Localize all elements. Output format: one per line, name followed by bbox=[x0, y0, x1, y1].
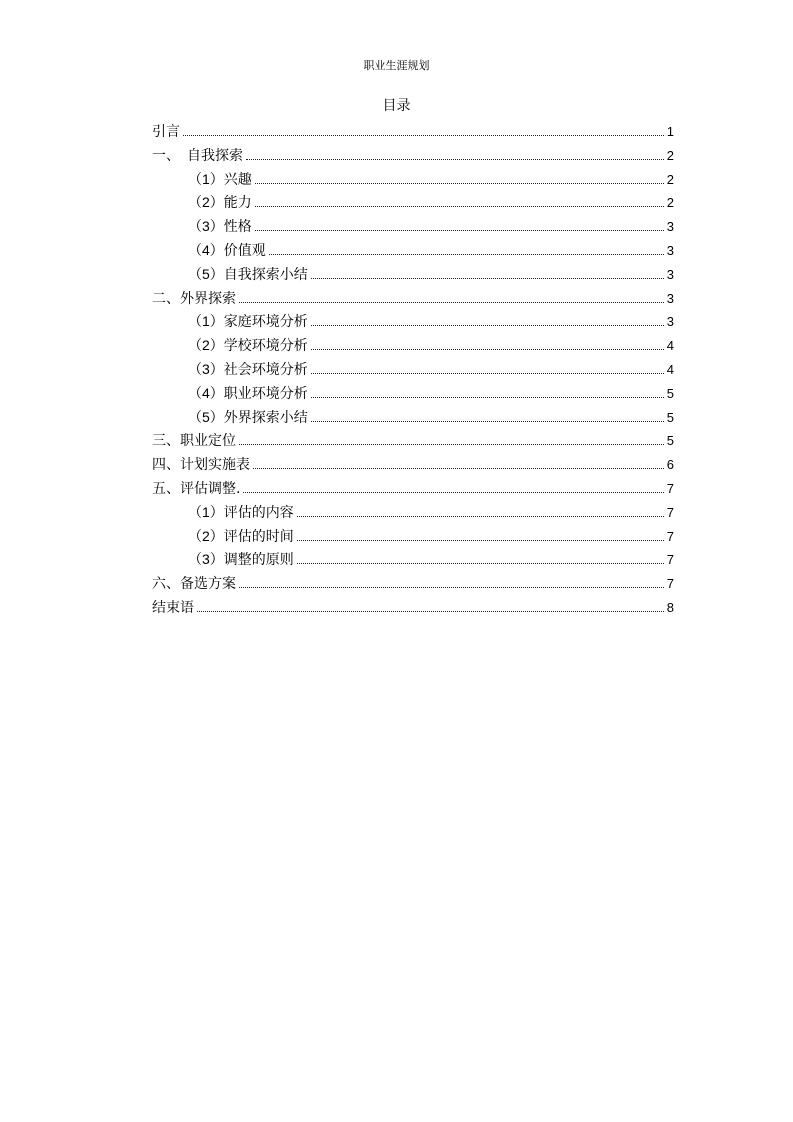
toc-entry-label bbox=[188, 382, 308, 407]
toc-entry-text: 社会环境分析 bbox=[223, 361, 308, 378]
toc-page-number: 8 bbox=[666, 599, 674, 615]
toc-entry[interactable] bbox=[152, 239, 674, 263]
toc-entry-label bbox=[152, 454, 250, 478]
toc-dot-leader bbox=[311, 267, 664, 279]
toc-entry-label bbox=[188, 191, 252, 216]
toc-entry-label bbox=[152, 121, 180, 145]
toc-entry-text: 二、外界探索 bbox=[152, 290, 236, 307]
toc-entry-text: 自我探索小结 bbox=[223, 266, 308, 283]
toc-page-number: 6 bbox=[666, 457, 674, 473]
toc-dot-leader bbox=[311, 314, 664, 326]
toc-dot-leader bbox=[243, 481, 663, 493]
toc-dot-leader bbox=[297, 529, 664, 541]
toc-page-number: 5 bbox=[666, 433, 674, 449]
toc-entry-label bbox=[152, 430, 236, 454]
toc-entry-number: （2） bbox=[188, 337, 224, 354]
toc-entry-text: 三、职业定位 bbox=[152, 433, 236, 450]
toc-entry-label bbox=[188, 334, 308, 359]
toc-entry-number: （2） bbox=[188, 194, 224, 211]
toc-page-number: 7 bbox=[666, 528, 674, 544]
toc-page-number: 7 bbox=[666, 552, 674, 568]
toc-entry-label bbox=[152, 288, 236, 312]
toc-entry-text: 引言 bbox=[152, 124, 180, 140]
toc-entry-text: 外界探索小结 bbox=[223, 409, 308, 426]
toc-page-number: 3 bbox=[666, 290, 674, 306]
toc-entry-number: （4） bbox=[188, 384, 224, 401]
toc-entry[interactable] bbox=[152, 215, 674, 239]
toc-entry-label bbox=[188, 406, 308, 431]
toc-entry-text: 评估的时间 bbox=[223, 528, 294, 545]
toc-dot-leader bbox=[311, 386, 664, 398]
toc-dot-leader bbox=[297, 552, 664, 564]
toc-page-number: 4 bbox=[666, 361, 674, 377]
toc-dot-leader bbox=[239, 576, 664, 588]
toc-entry-number: （1） bbox=[188, 170, 224, 187]
table-of-contents bbox=[152, 120, 674, 620]
toc-entry-label bbox=[188, 215, 252, 240]
toc-entry-text: 评估的内容 bbox=[223, 504, 294, 521]
toc-entry-label bbox=[152, 573, 236, 597]
toc-entry[interactable] bbox=[152, 572, 674, 596]
toc-entry-label bbox=[188, 239, 266, 264]
toc-page-number: 2 bbox=[666, 171, 674, 187]
toc-entry[interactable] bbox=[152, 382, 674, 406]
toc-entry-text: 性格 bbox=[223, 219, 252, 236]
toc-page-number: 2 bbox=[666, 147, 674, 163]
page-header: 职业生涯规划 bbox=[363, 59, 430, 72]
toc-entry-label bbox=[188, 310, 308, 335]
toc-entry-number: （3） bbox=[188, 551, 224, 568]
toc-entry-label bbox=[188, 168, 252, 193]
toc-entry[interactable] bbox=[152, 310, 674, 334]
toc-dot-leader bbox=[311, 362, 664, 374]
toc-page-number: 2 bbox=[666, 195, 674, 211]
toc-page-number: 7 bbox=[666, 576, 674, 592]
toc-entry-text: 学校环境分析 bbox=[223, 338, 308, 355]
toc-entry[interactable] bbox=[152, 429, 674, 453]
toc-entry-number: （3） bbox=[188, 218, 224, 235]
toc-entry-number: （5） bbox=[188, 408, 224, 425]
toc-entry-text: 六、备选方案 bbox=[152, 576, 236, 593]
toc-entry[interactable] bbox=[152, 406, 674, 430]
toc-entry[interactable] bbox=[152, 263, 674, 287]
toc-entry-text: 职业环境分析 bbox=[223, 385, 308, 402]
toc-entry[interactable] bbox=[152, 120, 674, 144]
toc-entry-label bbox=[188, 548, 294, 573]
toc-entry-text: 能力 bbox=[223, 195, 252, 212]
toc-entry[interactable] bbox=[152, 477, 674, 501]
toc-page-number: 3 bbox=[666, 242, 674, 258]
toc-entry-text: 价值观 bbox=[223, 242, 266, 259]
toc-entry-label bbox=[188, 358, 308, 383]
toc-entry[interactable] bbox=[152, 144, 674, 168]
toc-dot-leader bbox=[269, 243, 664, 255]
toc-entry[interactable] bbox=[152, 548, 674, 572]
toc-entry[interactable] bbox=[152, 334, 674, 358]
toc-entry[interactable] bbox=[152, 501, 674, 525]
toc-dot-leader bbox=[239, 433, 664, 445]
toc-dot-leader bbox=[246, 148, 664, 160]
toc-entry-number: （5） bbox=[188, 265, 224, 282]
toc-dot-leader bbox=[311, 338, 664, 350]
toc-entry[interactable] bbox=[152, 453, 674, 477]
toc-entry-text: 四、计划实施表 bbox=[152, 457, 250, 474]
toc-entry[interactable] bbox=[152, 191, 674, 215]
toc-dot-leader bbox=[311, 410, 664, 422]
toc-page-number: 7 bbox=[666, 480, 674, 496]
toc-page-number: 5 bbox=[666, 409, 674, 425]
toc-entry-text: 五、评估调整. bbox=[152, 480, 241, 497]
toc-entry-number: （1） bbox=[188, 503, 224, 520]
toc-dot-leader bbox=[255, 219, 664, 231]
toc-entry-label bbox=[188, 501, 294, 526]
toc-entry-number: （1） bbox=[188, 313, 224, 330]
toc-page-number: 3 bbox=[666, 219, 674, 235]
toc-entry[interactable] bbox=[152, 596, 674, 620]
toc-entry-text: 结束语 bbox=[152, 599, 194, 616]
toc-entry-label bbox=[152, 145, 243, 169]
toc-entry-label bbox=[188, 525, 294, 550]
toc-dot-leader bbox=[255, 195, 664, 207]
toc-entry[interactable] bbox=[152, 525, 674, 549]
toc-dot-leader bbox=[183, 124, 664, 136]
toc-entry[interactable] bbox=[152, 168, 674, 192]
toc-entry-text: 一、 自我探索 bbox=[152, 147, 243, 164]
toc-entry-label bbox=[152, 597, 194, 621]
toc-title: 目录 bbox=[382, 98, 411, 114]
toc-dot-leader bbox=[297, 505, 664, 517]
toc-entry-text: 兴趣 bbox=[223, 171, 252, 188]
toc-entry-text: 家庭环境分析 bbox=[223, 314, 308, 331]
toc-dot-leader bbox=[253, 457, 664, 469]
toc-page-number: 3 bbox=[666, 266, 674, 282]
toc-entry-label bbox=[188, 263, 308, 288]
toc-dot-leader bbox=[239, 291, 664, 303]
toc-entry[interactable] bbox=[152, 358, 674, 382]
toc-entry-text: 调整的原则 bbox=[223, 552, 294, 569]
toc-page-number: 4 bbox=[666, 338, 674, 354]
toc-entry[interactable] bbox=[152, 287, 674, 311]
toc-page-number: 5 bbox=[666, 385, 674, 401]
toc-entry-number: （3） bbox=[188, 360, 224, 377]
toc-page-number: 1 bbox=[666, 124, 674, 139]
toc-entry-number: （2） bbox=[188, 527, 224, 544]
toc-page-number: 3 bbox=[666, 314, 674, 330]
toc-entry-label bbox=[152, 478, 240, 502]
toc-page-number: 7 bbox=[666, 504, 674, 520]
toc-entry-number: （4） bbox=[188, 241, 224, 258]
toc-dot-leader bbox=[255, 172, 664, 184]
toc-dot-leader bbox=[197, 600, 664, 612]
